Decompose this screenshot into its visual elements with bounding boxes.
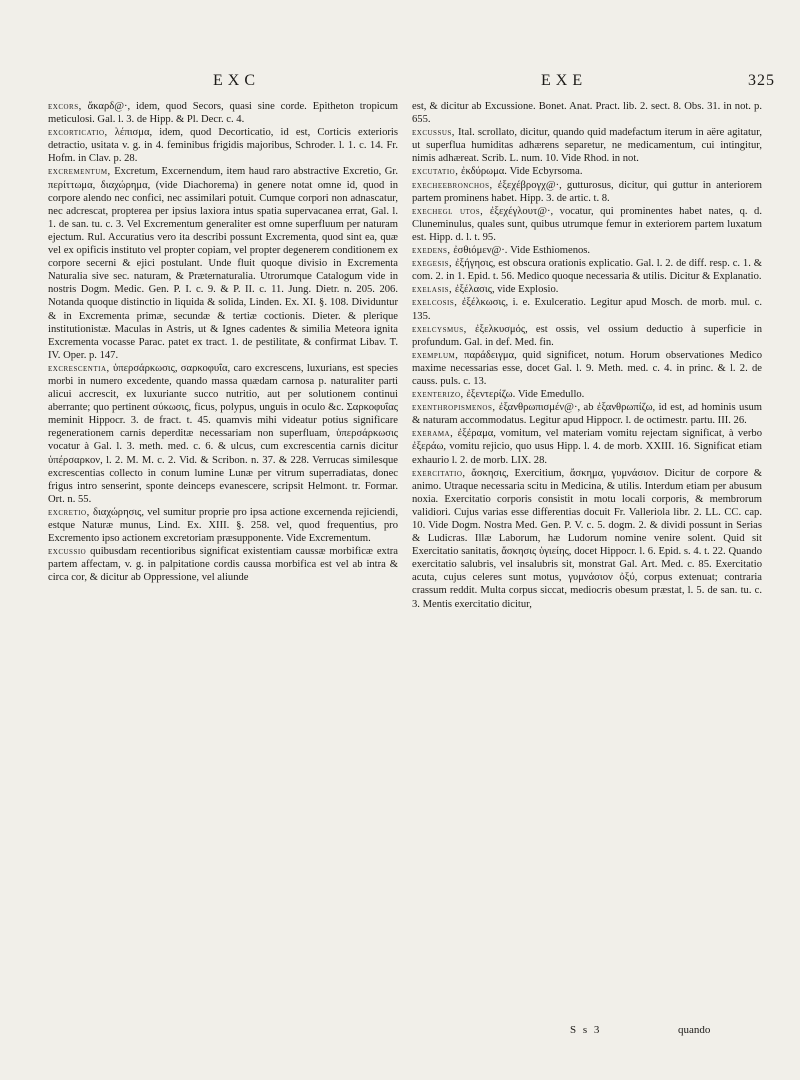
entry-headword: excors, xyxy=(48,101,82,112)
entry-text: ἐξελκυσμός, est ossis, vel ossium deductio à superficie in profundum. Gal. in def. Med. fin. xyxy=(412,323,762,348)
dictionary-entry xyxy=(412,427,762,466)
entry-text: ἐξεντερίζω. Vide Emedullo. xyxy=(466,389,585,401)
dictionary-entry xyxy=(412,401,762,427)
entry-headword: excretio, xyxy=(48,506,90,518)
entry-headword: excorticatio, xyxy=(48,127,108,139)
entry-headword: excrescentia, xyxy=(48,362,110,374)
entry-headword: exelasis, xyxy=(412,284,453,296)
entry-text: ἐξεχέβρογχ@·, gutturosus, dicitur, qui guttur in anteriorem partem prominens habet. Hipp. 3. de artic. t. 8. xyxy=(412,179,762,204)
entry-headword: exelcosis, xyxy=(412,297,458,309)
entry-text: ἐσθιόμεν@·. Vide Esthiomenos. xyxy=(453,245,591,257)
entry-headword: exelcysmus, xyxy=(412,323,467,335)
dictionary-entry xyxy=(412,165,762,178)
right-column xyxy=(412,100,762,1035)
entry-text: ἐξεχέγλουτ@·, vocatur, qui prominentes habet nates, q. d. Cluneminulus, quales sunt, quibus utrumque femur in exteriorem partem luxatum est. Hipp. d. l. t. 95. xyxy=(412,205,762,243)
entry-headword: excussus, xyxy=(412,127,455,139)
catchword: quando xyxy=(678,1024,711,1036)
dictionary-entry xyxy=(412,100,762,126)
entry-text: λέπισμα, idem, quod Decorticatio, id est, Corticis exterioris detractio, usitata v. g. in 4. feminibus frigidis majoribus, Schroder. l. 1. c. 14. Fr. Hofm. in Clav. p. 28. xyxy=(48,127,398,165)
dictionary-entry xyxy=(48,100,398,126)
dictionary-entry xyxy=(412,296,762,322)
entry-headword: exemplum, xyxy=(412,349,459,361)
entry-text: ἄσκησις, Exercitium, ἄσκημα, γυμνάσιον. Dicitur de corpore & animo. Utraque necessaria scitu in Medicina, & utilis. Interdum etiam per abusum noxia. Exercitatio corporis consistit in motu locali corporis, & membrorum validiori. Cujus varias esse differentias docuit Fr. Valleriola libr. 2. LL. CC. cap. 10. Vide Dogm. Nostra Med. Gen. P. V. c. 5. dogm. 2. & dividi possunt in Serias & Ludicras. Illæ Laborum, hæ Ludorum nomine venire solent. Quid sit Exercitatio sanitatis, ἄσκησις ὑγιείης, docet Hippocr. l. 6. Epid. s. 4. t. 22. Quando exercitatio salubris, vel insalubris sit, monstrat Gal. Art. Med. c. 85. Exercitatio acuta, cujus celeres sunt motus, γυμνάσιον ὀξύ, corpus extenuat; contraria crassum reddit. Multa corpus siccat, mediocris obesum præstat, l. 5. de san. tu. c. 3. Mentis exercitatio dicitur, xyxy=(412,467,762,610)
dictionary-entry xyxy=(412,467,762,611)
dictionary-entry xyxy=(412,126,762,165)
entry-text: ἐκδύρωμα. Vide Ecbyrsoma. xyxy=(461,166,583,178)
dictionary-entry xyxy=(412,283,762,296)
entry-headword: exenthropismenos, xyxy=(412,402,496,414)
entry-text: ἐξανθρωπισμέν@·, ab ἐξανθρωπίζω, id est, ad hominis usum & naturam accommodatus. Legitur apud Hippocr. l. de octimestr. partu. III. 26. xyxy=(412,402,762,427)
entry-text: ὑπερσάρκωσις, σαρκοφυΐα, caro excrescens, luxurians, est species morbi in numero excedente, quando massa quædam carnosa p. naturaliter parti alicui accrescit, ex luxuriante succo nutritio, aut per solutionem continui aberrante; quo pertinent σύκωσις, ficus, polypus, unguis in oculo &c. Σαρκοφυΐας meminit Hippocr. 3. de fract. t. 45. quamvis mihi videatur potius significare regenerationem carnis deperditæ necessariam non superfluam, ὑπερσάρκωσις vocatur à Gal. l. 3. meth. med. c. 6. & ulcus, cum excrescentia carnis dicitur ὑπέρσαρκον, l. 2. M. M. c. 2. Vid. & Scribon. n. 37. & 228. Verrucas similesque excrescentias collecto in conum lumine Lunæ per vitrum superradiatas, donec frigus intro senserint, sponte deinceps evanescere, scripsit Helmont. tr. Formar. Ort. n. 55. xyxy=(48,362,398,505)
entry-text: Excretum, Excernendum, item haud raro abstractive Excretio, Gr. περίττωμα, διαχώρημα, (vide Diachorema) in genere notat omne id, quod in corpore alendo nec confici, nec assimilari potuit. Cumque corpori non adnascatur, nec adcrescat, propterea per ipsius laxiora intus spatia supervacanea errat, Gal. l. 1. de san. tu. c. 3. Vel Excrementum generaliter est omne superfluum per naturam ejectum. Rul. Accuratius vero ita describi possunt Excrementa, quod sint ea, quæ vel ex opificis instituto vel propter copiam, vel propter degenerem conditionem ex corpore secerni & ejici postulant. Unde fluit quoque divisio in Excrementa Naturalia sive sec. naturam, & Præternaturalia. Utrorumque Catalogum vide in nostris Dogm. Medic. Gen. P. I. c. 9. & P. II. c. 11. Jung. Dietr. n. 205. 206. Notanda quoque distinctio in liquida & solida, Linden. Ex. XI. §. 108. Dividuntur & in Excrementa primæ, secundæ & tertiæ coctionis. Dieter. & plerique institutionistæ. Maculas in Astris, ut & Ignes cadentes & similia Meteora ignita Excrementa vocasse Parac. patet ex tract. 1. de pestilitate, & confirmat Libav. T. IV. Oper. p. 147. xyxy=(48,166,398,361)
entry-text: ἐξέλασις, vide Explosio. xyxy=(454,284,559,296)
entry-text: ἐξέλκωσις, i. e. Exulceratio. Legitur apud Mosch. de morb. mul. c. 135. xyxy=(412,297,762,322)
entry-text: παράδειγμα, quid significet, notum. Horum observationes Medico maxime necessarias esse, docet Gal. l. 9. Meth. med. c. 4. in princ. & l. 2. de causs. puls. c. 13. xyxy=(412,349,762,387)
page-number: 325 xyxy=(748,72,775,89)
entry-headword: exenterizo, xyxy=(412,389,464,401)
dictionary-entry xyxy=(412,205,762,244)
entry-headword: exerama, xyxy=(412,428,454,440)
entry-headword: excrementum, xyxy=(48,166,111,178)
dictionary-entry xyxy=(412,257,762,283)
dictionary-entry xyxy=(48,506,398,545)
dictionary-entry xyxy=(412,179,762,205)
entry-headword: exegesis, xyxy=(412,258,453,270)
signature-mark: S s 3 xyxy=(570,1024,602,1036)
entry-text: ἐξέραμα, vomitum, vel materiam vomitu rejectam significat, à verbo ἐξεράω, vomitu rejicio, quo usus Hipp. l. 4. de morb. XXIII. 16. Significat etiam exhaurio l. 2. de morb. LIX. 28. xyxy=(412,428,762,466)
entry-headword: exedens, xyxy=(412,245,451,257)
entry-text: est, & dicitur ab Excussione. Bonet. Anat. Pract. lib. 2. sect. 8. Obs. 31. in not. p. 655. xyxy=(412,101,762,126)
dictionary-entry xyxy=(48,126,398,165)
running-header xyxy=(0,72,800,96)
entry-headword: execheebronchos, xyxy=(412,179,493,191)
dictionary-entry xyxy=(48,545,398,584)
entry-text: ἐξήγησις, est obscura orationis explicatio. Gal. l. 2. de diff. resp. c. 1. & com. 2. in 1. Epid. t. 56. Medico quoque necessaria & utilis. Dicitur & Explanatio. xyxy=(412,258,762,283)
entry-headword: exechegl utos, xyxy=(412,205,484,217)
dictionary-entry xyxy=(412,388,762,401)
entry-text: διαχώρησις, vel sumitur proprie pro ipsa actione excernenda rejiciendi, estque Naturæ munus, Lind. Ex. XIII. §. 258. vel, quod frequentius, pro Excremento ipso actionem excretoriam præsupponente. Vide Excrementum. xyxy=(48,506,398,545)
dictionary-entry xyxy=(412,349,762,388)
header-right-catchword: EXE xyxy=(541,72,588,89)
dictionary-entry xyxy=(412,323,762,349)
dictionary-entry xyxy=(48,362,398,506)
entry-text: Ital. scrollato, dicitur, quando quid madefactum iterum in aëre agitatur, ut superflua humiditas adhærens separetur, ne medicamentum, cui intingitur, nimis adhæreat. Scrib. L. num. 10. Vide Rhod. in not. xyxy=(412,127,762,165)
header-left-catchword: EXC xyxy=(213,72,260,89)
entry-text: quibusdam recentioribus significat existentiam caussæ morbificæ extra partem affectam, v. g. in palpitatione cordis caussa morbifica est vel ab intra & circa cor, & dicitur ab Oppressione, vel aliunde xyxy=(48,546,398,584)
entry-headword: excutatio, xyxy=(412,166,459,178)
entry-headword: excussio xyxy=(48,546,87,558)
dictionary-entry xyxy=(48,165,398,361)
dictionary-entry xyxy=(412,244,762,257)
entry-text: ἄκαρδ@·, idem, quod Secors, quasi sine corde. Epitheton tropicum meticulosi. Gal. l. 3. de Hipp. & Pl. Decr. c. 4. xyxy=(48,101,398,126)
left-column xyxy=(48,100,398,1035)
entry-headword: exercitatio, xyxy=(412,467,466,479)
